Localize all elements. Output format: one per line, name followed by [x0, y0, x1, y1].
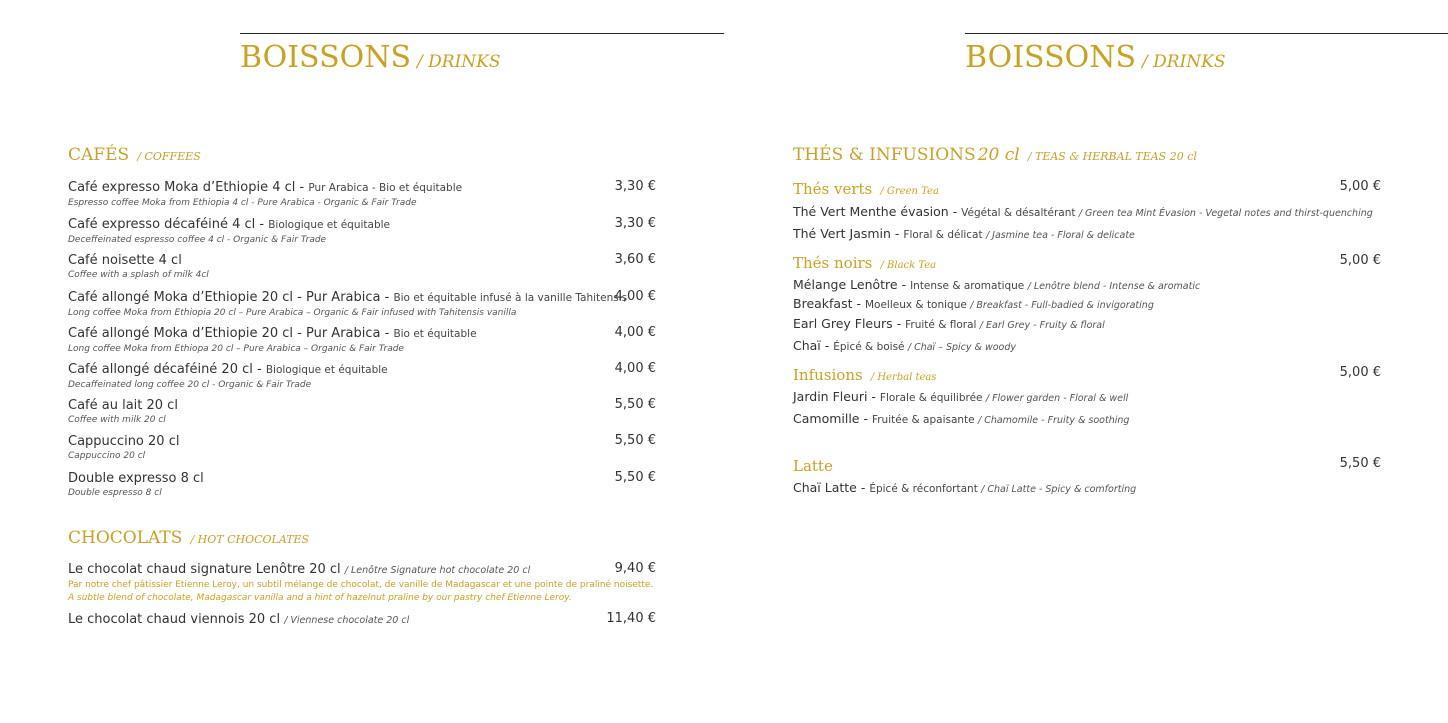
menu-item [68, 611, 656, 629]
page-title [965, 40, 1226, 75]
item-translation: Double espresso 8 cl [68, 488, 162, 498]
chocolats-section-title [68, 528, 309, 548]
header-rule [240, 33, 724, 34]
tea-category-latte [793, 456, 1381, 475]
menu-item [68, 561, 656, 605]
item-translation: / Viennese chocolate 20 cl [284, 615, 410, 626]
category-title-en: / Black Tea [880, 260, 937, 271]
item-name: Café expresso Moka d’Ethiopie 4 cl - [68, 180, 309, 195]
tea-item [793, 296, 1154, 311]
item-desc: Floral & délicat [903, 229, 986, 241]
item-price: 3,30 € [614, 216, 656, 231]
item-desc: Épicé & réconfortant [869, 483, 982, 495]
item-desc: Intense & aromatique [910, 280, 1028, 292]
item-name: Mélange Lenôtre - [793, 277, 911, 292]
tea-item [793, 411, 1129, 426]
item-note-en: A subtle blend of chocolate, Madagascar vanilla and a hint of hazelnut praline by our pastry chef Etienne Leroy. [68, 593, 572, 603]
menu-item [68, 361, 656, 392]
category-price: 5,00 € [1339, 365, 1381, 380]
category-title: Infusions [793, 366, 863, 384]
item-price: 4,00 € [614, 289, 656, 304]
item-desc: Fruitée & apaisante [871, 414, 978, 426]
cafes-section-title [68, 145, 201, 165]
item-translation: / Lenôtre Signature hot chocolate 20 cl [344, 565, 531, 576]
item-translation: / Chaï – Spicy & woody [907, 342, 1017, 353]
item-price: 5,50 € [614, 433, 656, 448]
item-price: 11,40 € [606, 611, 656, 626]
section-title-fr: CAFÉS [68, 145, 130, 165]
item-desc: Épicé & boisé [833, 341, 908, 353]
item-name: Breakfast - [793, 296, 865, 311]
item-translation: Decaffeinated long coffee 20 cl - Organic & Fair Trade [68, 380, 312, 390]
item-translation: / Flower garden - Floral & well [985, 393, 1129, 404]
item-desc: Florale & équilibrée [879, 392, 986, 404]
item-translation: / Lenôtre blend - Intense & aromatic [1027, 281, 1201, 292]
title-en: / DRINKS [1142, 52, 1226, 72]
item-desc: Bio et équitable [393, 328, 477, 340]
item-name: Le chocolat chaud viennois 20 cl [68, 612, 285, 627]
item-price: 5,50 € [614, 470, 656, 485]
menu-item [68, 325, 656, 356]
section-title-en: / TEAS & HERBAL TEAS 20 cl [1027, 150, 1197, 163]
menu-item [68, 179, 656, 210]
item-translation: Coffee with milk 20 cl [68, 415, 166, 425]
item-name: Jardin Fleuri - [793, 389, 880, 404]
menu-item [68, 289, 656, 320]
tea-category-black [793, 253, 1381, 272]
item-name: Chaï Latte - [793, 480, 870, 495]
teas-section-title [793, 145, 1197, 165]
item-price: 9,40 € [614, 561, 656, 576]
item-name: Café expresso décaféiné 4 cl - [68, 217, 269, 232]
tea-item [793, 316, 1105, 331]
item-price: 3,60 € [614, 252, 656, 267]
item-desc: Moelleux & tonique [864, 299, 971, 311]
category-title: Thés noirs [793, 254, 873, 272]
item-name: Chaï - [793, 338, 834, 353]
item-translation: / Chamomile - Fruity & soothing [977, 415, 1130, 426]
tea-item [793, 338, 1016, 353]
item-name: Camomille - [793, 411, 872, 426]
item-name: Café allongé décaféiné 20 cl - [68, 362, 266, 377]
item-desc: Biologique et équitable [265, 364, 388, 376]
item-translation: Long coffee Moka from Ethiopa 20 cl – Pure Arabica – Organic & Fair Trade [68, 344, 404, 354]
item-desc: Biologique et équitable [268, 219, 390, 231]
section-title-en: / COFFEES [137, 150, 201, 163]
item-name: Thé Vert Jasmin - [793, 226, 904, 241]
item-name: Double expresso 8 cl [68, 471, 204, 486]
tea-item [793, 204, 1373, 219]
category-price: 5,00 € [1339, 253, 1381, 268]
category-price: 5,50 € [1339, 456, 1381, 471]
section-title-en: / HOT CHOCOLATES [190, 533, 310, 546]
item-name: Thé Vert Menthe évasion - [793, 204, 962, 219]
item-name: Café au lait 20 cl [68, 398, 178, 413]
tea-category-green [793, 179, 1381, 198]
item-desc: Pur Arabica - Bio et équitable [308, 182, 463, 194]
title-en: / DRINKS [417, 52, 501, 72]
item-translation: / Chaï Latte - Spicy & comforting [981, 484, 1137, 495]
menu-item [68, 216, 656, 247]
item-translation: / Jasmine tea - Floral & delicate [985, 230, 1135, 241]
section-title-fr-italic: 20 cl [977, 145, 1020, 165]
item-price: 4,00 € [614, 361, 656, 376]
tea-item [793, 277, 1200, 292]
item-desc: Bio et équitable infusé à la vanille Tahitensis [393, 292, 628, 304]
menu-item [68, 470, 656, 500]
tea-category-herbal [793, 365, 1381, 384]
menu-item [68, 397, 656, 427]
right-page [724, 0, 1448, 723]
category-title-en: / Green Tea [880, 186, 939, 197]
header-rule [965, 33, 1448, 34]
menu-item [68, 433, 656, 463]
item-translation: / Green tea Mint Évasion - Vegetal notes and thirst-quenching [1078, 208, 1373, 219]
category-title: Thés verts [793, 180, 873, 198]
item-translation: Espresso coffee Moka from Ethiopia 4 cl - Pure Arabica - Organic & Fair Trade [68, 198, 417, 208]
category-title: Latte [793, 457, 833, 475]
item-price: 5,50 € [614, 397, 656, 412]
tea-item [793, 480, 1136, 495]
menu-item [68, 252, 656, 282]
item-desc: Fruité & floral [905, 319, 980, 331]
item-note-fr: Par notre chef pâtissier Etienne Leroy, un subtil mélange de chocolat, de vanille de Madagascar et une pointe de praliné noisette. [68, 580, 654, 590]
item-translation: Deceffeinated espresso coffee 4 cl - Organic & Fair Trade [68, 235, 327, 245]
tea-item [793, 389, 1128, 404]
item-name: Le chocolat chaud signature Lenôtre 20 cl [68, 562, 345, 577]
item-name: Earl Grey Fleurs - [793, 316, 906, 331]
item-name: Café noisette 4 cl [68, 253, 182, 268]
category-title-en: / Herbal teas [870, 372, 937, 383]
item-translation: Cappuccino 20 cl [68, 451, 146, 461]
item-name: Cappuccino 20 cl [68, 434, 180, 449]
item-translation: / Breakfast - Full-badied & invigorating [970, 300, 1154, 311]
category-price: 5,00 € [1339, 179, 1381, 194]
item-price: 3,30 € [614, 179, 656, 194]
section-title-fr: THÉS & INFUSIONS [793, 145, 976, 165]
item-translation: / Earl Grey - Fruity & floral [979, 320, 1105, 331]
tea-item [793, 226, 1135, 241]
section-title-fr: CHOCOLATS [68, 528, 183, 548]
title-fr: BOISSONS [965, 40, 1137, 75]
item-name: Café allongé Moka d’Ethiopie 20 cl - Pur Arabica - [68, 290, 394, 305]
title-fr: BOISSONS [240, 40, 412, 75]
item-desc: Végétal & désaltérant [961, 207, 1079, 219]
item-price: 4,00 € [614, 325, 656, 340]
item-translation: Coffee with a splash of milk 4cl [68, 270, 209, 280]
item-translation: Long coffee Moka from Ethiopia 20 cl – Pure Arabica – Organic & Fair infused with Tahitensis vanilla [68, 308, 517, 318]
page-title [240, 40, 501, 75]
item-name: Café allongé Moka d’Ethiopie 20 cl - Pur Arabica - [68, 326, 394, 341]
